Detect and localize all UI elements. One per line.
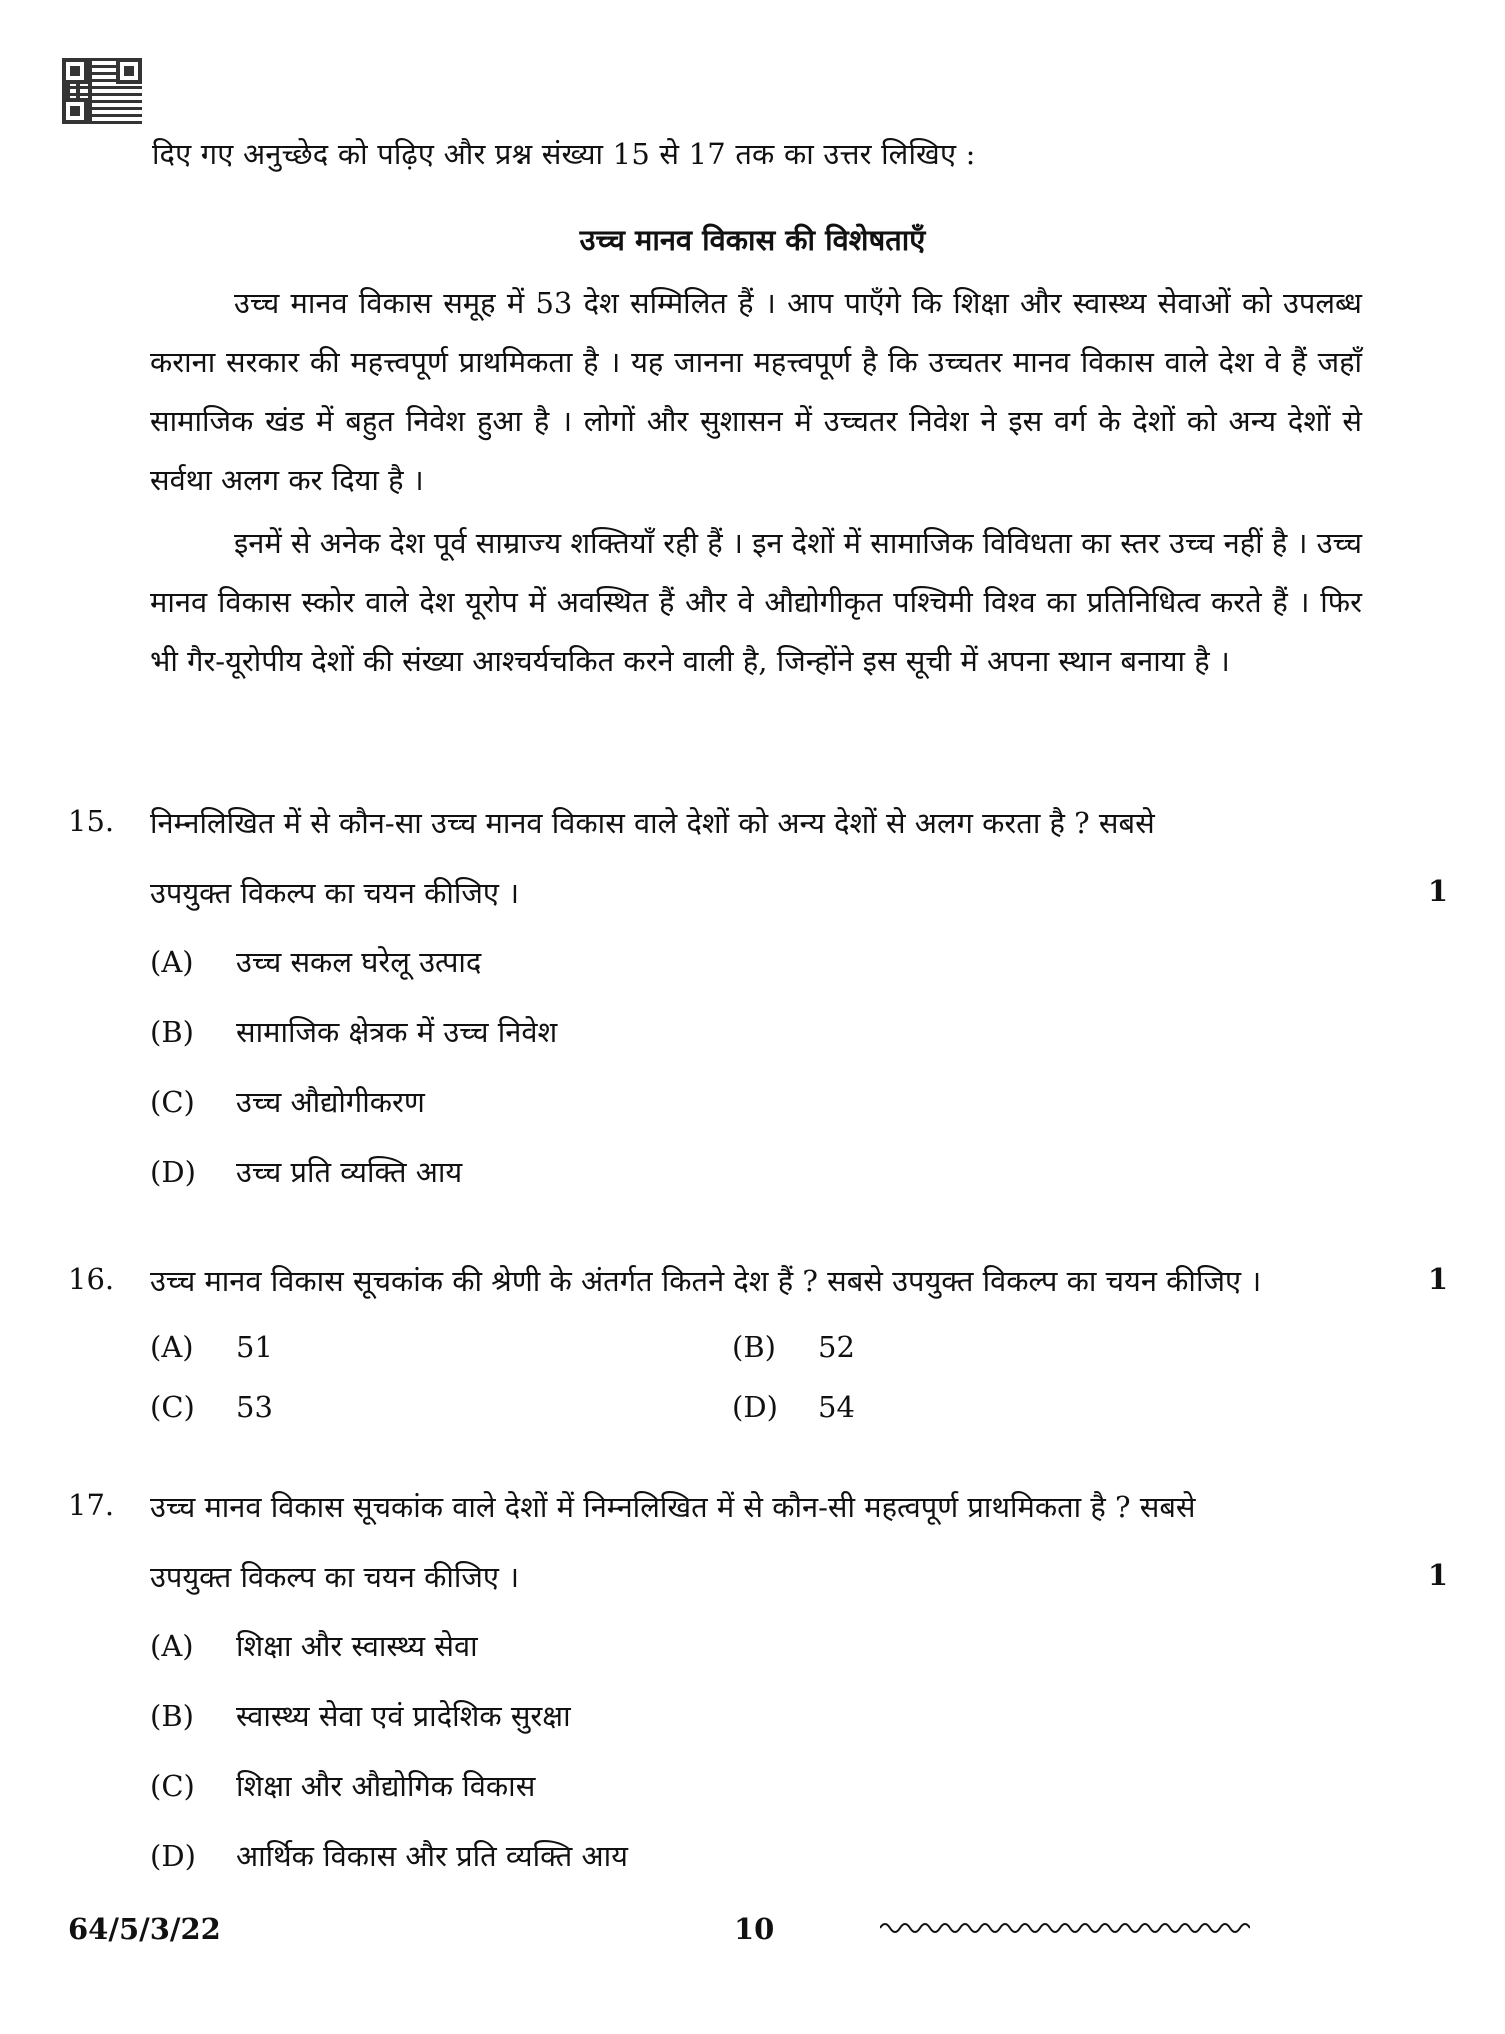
option-label: (D) xyxy=(732,1390,778,1424)
option-label: (C) xyxy=(150,1769,195,1803)
qr-finder-bottom-left xyxy=(62,98,88,124)
option-c xyxy=(150,1082,425,1121)
option-text: शिक्षा और स्वास्थ्य सेवा xyxy=(236,1629,478,1663)
option-text: 54 xyxy=(818,1390,855,1424)
qr-finder-top-right xyxy=(116,58,142,84)
option-text: शिक्षा और औद्योगिक विकास xyxy=(236,1769,536,1803)
question-number: 16. xyxy=(68,1262,115,1296)
option-c xyxy=(150,1766,535,1805)
option-text: 53 xyxy=(236,1390,273,1424)
passage-title: उच्च मानव विकास की विशेषताएँ xyxy=(579,223,926,257)
option-text: स्वास्थ्य सेवा एवं प्रादेशिक सुरक्षा xyxy=(236,1699,571,1733)
option-text: सामाजिक क्षेत्रक में उच्च निवेश xyxy=(236,1015,558,1049)
option-text: उच्च औद्योगीकरण xyxy=(236,1085,425,1119)
option-text: 52 xyxy=(818,1330,855,1364)
qr-finder-top-left xyxy=(62,58,88,84)
question-line-2: उपयुक्त विकल्प का चयन कीजिए । xyxy=(150,876,520,910)
option-label: (A) xyxy=(150,1629,194,1663)
question-marks: 1 xyxy=(1427,1262,1448,1296)
question-number: 17. xyxy=(68,1488,115,1522)
passage-paragraph-1: उच्च मानव विकास समूह में 53 देश सम्मिलित हैं । आप पाएँगे कि शिक्षा और स्वास्थ्य सेवाओं को उपलब्ध कराना सरकार की महत्त्वपूर्ण प्राथमिकता है । यह जानना महत्त्वपूर्ण है कि उच्चतर मानव विकास वाले देश वे हैं जहाँ सामाजिक खंड में बहुत निवेश हुआ है । लोगों और सुशासन में उच्चतर निवेश ने इस वर्ग के देशों को अन्य देशों से सर्वथा अलग कर दिया है । xyxy=(150,286,1362,497)
option-label: (D) xyxy=(150,1839,196,1873)
option-label: (B) xyxy=(150,1015,194,1049)
question-marks: 1 xyxy=(1427,1558,1448,1592)
option-label: (B) xyxy=(732,1330,776,1364)
option-a xyxy=(150,942,481,981)
option-d xyxy=(732,1390,855,1424)
option-label: (C) xyxy=(150,1085,195,1119)
option-d xyxy=(150,1836,628,1875)
option-label: (D) xyxy=(150,1155,196,1189)
question-text xyxy=(150,788,1362,928)
option-b xyxy=(732,1330,855,1364)
option-label: (A) xyxy=(150,1330,194,1364)
page-number: 10 xyxy=(734,1912,775,1946)
option-d xyxy=(150,1152,462,1191)
option-label: (A) xyxy=(150,945,194,979)
option-text: उच्च सकल घरेलू उत्पाद xyxy=(236,945,482,979)
option-a xyxy=(150,1330,273,1364)
passage-paragraph-2: इनमें से अनेक देश पूर्व साम्राज्य शक्तियाँ रही हैं । इन देशों में सामाजिक विविधता का स्तर उच्च नहीं है । उच्च मानव विकास स्कोर वाले देश यूरोप में अवस्थित हैं और वे औद्योगीकृत पश्चिमी विश्व का प्रतिनिधित्व करते हैं । फिर भी गैर-यूरोपीय देशों की संख्या आश्चर्यचकित करने वाली है, जिन्होंने इस सूची में अपना स्थान बनाया है । xyxy=(150,526,1362,678)
option-label: (C) xyxy=(150,1390,195,1424)
question-line-1: निम्नलिखित में से कौन-सा उच्च मानव विकास वाले देशों को अन्य देशों से अलग करता है ? सबसे xyxy=(150,806,1155,840)
question-marks: 1 xyxy=(1427,874,1448,908)
qr-code xyxy=(62,58,142,124)
question-line-1: उच्च मानव विकास सूचकांक वाले देशों में निम्नलिखित में से कौन-सी महत्वपूर्ण प्राथमिकता है ? सबसे xyxy=(150,1490,1196,1524)
option-a xyxy=(150,1626,478,1665)
option-c xyxy=(150,1390,273,1424)
question-line-2: उपयुक्त विकल्प का चयन कीजिए । xyxy=(150,1560,520,1594)
option-b xyxy=(150,1696,571,1735)
question-text xyxy=(150,1472,1362,1612)
option-text: 51 xyxy=(236,1330,273,1364)
instruction: दिए गए अनुच्छेद को पढ़िए और प्रश्न संख्या 15 से 17 तक का उत्तर लिखिए : xyxy=(152,137,976,171)
question-number: 15. xyxy=(68,804,115,838)
paper-code: 64/5/3/22 xyxy=(68,1912,221,1946)
option-b xyxy=(150,1012,557,1051)
question-text xyxy=(150,1246,1390,1316)
question-line-1: उच्च मानव विकास सूचकांक की श्रेणी के अंतर्गत कितने देश हैं ? सबसे उपयुक्त विकल्प का चयन कीजिए । xyxy=(150,1264,1262,1298)
option-text: आर्थिक विकास और प्रति व्यक्ति आय xyxy=(236,1839,628,1873)
wave-decoration xyxy=(880,1918,1250,1938)
option-text: उच्च प्रति व्यक्ति आय xyxy=(236,1155,463,1189)
option-label: (B) xyxy=(150,1699,194,1733)
